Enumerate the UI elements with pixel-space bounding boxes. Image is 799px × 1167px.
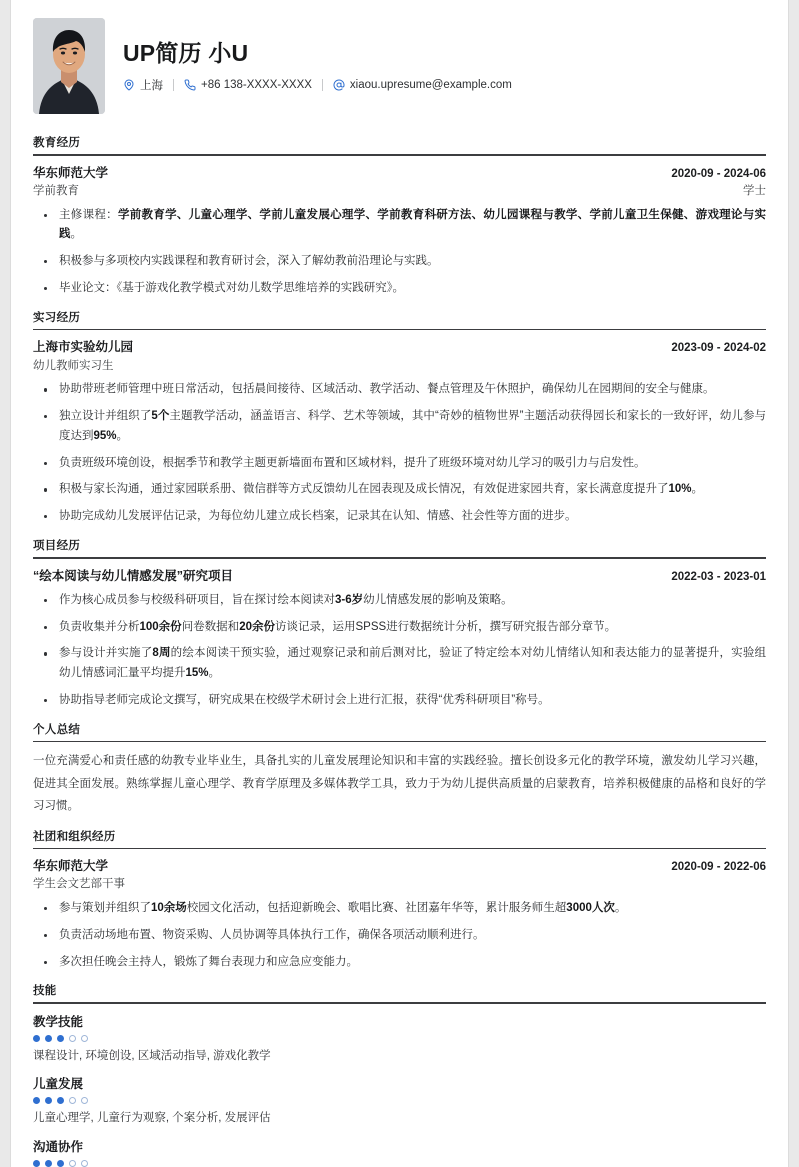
rating-dot-empty [81,1035,88,1042]
entry-bullets [33,591,766,711]
rating-dot-filled [33,1097,40,1104]
bullet-item: 协助指导老师完成论文撰写，研究成果在校级学术研讨会上进行汇报，获得“优秀科研项目”称号。 [33,691,766,711]
section-projects [33,537,766,711]
bullet-item: 作为核心成员参与校级科研项目，旨在探讨绘本阅读对3-6岁幼儿情感发展的影响及策略。 [33,591,766,611]
section-divider [33,329,766,331]
section-summary [33,721,766,818]
rating-dot-filled [45,1160,52,1167]
entry [33,164,766,299]
resume-page [10,0,789,1167]
contact-location-value: 上海 [140,79,163,92]
entry-date: 2020-09 - 2024-06 [671,167,766,180]
resume-header [33,14,766,124]
summary-text: 一位充满爱心和责任感的幼教专业毕业生，具备扎实的儿童发展理论知识和丰富的实践经验。擅长创设多元化的教学环境，激发幼儿学习兴趣，促进其全面发展。熟练掌握儿童心理学、教育学原理及多媒体教学工具，致力于为幼儿提供高质量的启蒙教育，培养积极健康的品格和良好的学习习惯。 [33,755,766,813]
section-education [33,134,766,299]
bullet-item: 独立设计并组织了5个主题教学活动，涵盖语言、科学、艺术等领域，其中“奇妙的植物世界”主题活动获得园长和家长的一致好评，幼儿参与度达到95%。 [33,407,766,447]
entry-organization: 华东师范大学 [33,859,109,874]
rating-dot-empty [69,1160,76,1167]
entry-organization: 华东师范大学 [33,165,109,180]
contact-location [123,77,163,93]
rating-dot-filled [57,1160,64,1167]
entry-date: 2022-03 - 2023-01 [671,570,766,583]
skill-keywords: 课程设计, 环境创设, 区域活动指导, 游戏化教学 [33,1050,271,1063]
entry-date: 2020-09 - 2022-06 [671,861,766,874]
bullet-item: 协助带班老师管理中班日常活动，包括晨间接待、区域活动、教学活动、餐点管理及午休照护，确保幼儿在园期间的安全与健康。 [33,380,766,400]
skill-rating [33,1097,766,1104]
contact-email-value: xiaou.upresume@example.com [349,78,512,91]
entry [33,338,766,527]
entry-project-name: “绘本阅读与幼儿情感发展”研究项目 [33,568,234,583]
section-title: 项目经历 [33,539,81,552]
skill-rating [33,1035,766,1042]
rating-dot-filled [57,1097,64,1104]
rating-dot-filled [57,1035,64,1042]
skill-block [33,1137,766,1167]
experience-sections [33,134,766,711]
section-title: 教育经历 [33,137,81,149]
section-skills [33,982,766,1166]
entry-degree: 学士 [743,184,766,197]
contact-email [333,79,512,91]
bullet-item: 积极参与多项校内实践课程和教育研讨会，深入了解幼教前沿理论与实践。 [33,252,766,272]
location-pin-icon [123,79,135,91]
bullet-item: 参与设计并实施了8周的绘本阅读干预实验，通过观察记录和前后测对比，验证了特定绘本对幼儿情绪认知和表达能力的显著提升，实验组幼儿情感词汇量平均提升15%。 [33,644,766,684]
bullet-item: 多次担任晚会主持人，锻炼了舞台表现力和应急应变能力。 [33,953,766,973]
entry [33,857,766,972]
section-internship [33,309,766,527]
section-divider [33,848,766,850]
entry-role: 学生会文艺部干事 [33,878,125,891]
entry-organization: 上海市实验幼儿园 [33,340,134,355]
section-title: 个人总结 [33,723,81,736]
skill-block [33,1012,766,1065]
section-divider [33,741,766,743]
contact-phone [184,79,312,91]
bullet-item: 协助完成幼儿发展评估记录，为每位幼儿建立成长档案，记录其在认知、情感、社会性等方面的进步。 [33,507,766,527]
skills-list [33,1012,766,1167]
contact-divider [173,79,174,91]
section-title: 社团和组织经历 [33,830,116,843]
rating-dot-filled [33,1160,40,1167]
avatar [33,18,105,114]
entry-bullets [33,899,766,972]
contact-divider [322,79,323,91]
entry-role: 幼儿教师实习生 [33,359,114,372]
person-name: UP简历 小U [123,40,249,66]
identity-block [123,18,766,93]
section-divider [33,154,766,156]
skill-keywords: 儿童心理学, 儿童行为观察, 个案分析, 发展评估 [33,1112,271,1125]
contact-list [123,77,766,93]
phone-icon [184,79,196,91]
bullet-item: 负责班级环境创设，根据季节和教学主题更新墙面布置和区域材料，提升了班级环境对幼儿学习的吸引力与启发性。 [33,454,766,474]
bullet-item: 积极与家长沟通，通过家园联系册、微信群等方式反馈幼儿在园表现及成长情况，有效促进家园共育，家长满意度提升了10%。 [33,480,766,500]
skill-name: 沟通协作 [33,1139,84,1154]
bullet-item: 负责收集并分析100余份问卷数据和20余份访谈记录，运用SPSS进行数据统计分析，撰写研究报告部分章节。 [33,618,766,638]
entry-date: 2023-09 - 2024-02 [671,342,766,355]
rating-dot-filled [45,1097,52,1104]
bullet-item: 毕业论文：《基于游戏化教学模式对幼儿数学思维培养的实践研究》。 [33,279,766,299]
rating-dot-empty [69,1097,76,1104]
entry-bullets [33,380,766,527]
section-clubs [33,828,766,973]
rating-dot-filled [33,1035,40,1042]
section-title: 技能 [33,985,57,998]
skill-name: 教学技能 [33,1015,84,1030]
entry [33,567,766,711]
rating-dot-empty [81,1160,88,1167]
bullet-item: 主修课程：学前教育学、儿童心理学、学前儿童发展心理学、学前教育科研方法、幼儿园课程与教学、学前儿童卫生保健、游戏理论与实践。 [33,206,766,246]
skill-rating [33,1160,766,1167]
contact-phone-value: +86 138-XXXX-XXXX [201,78,312,91]
skill-block [33,1074,766,1127]
at-email-icon [333,79,345,91]
entry-role: 学前教育 [33,184,79,197]
rating-dot-empty [69,1035,76,1042]
rating-dot-filled [45,1035,52,1042]
entry-bullets [33,206,766,299]
section-title: 实习经历 [33,311,81,324]
section-divider [33,557,766,559]
bullet-item: 参与策划并组织了10余场校园文化活动，包括迎新晚会、歌唱比赛、社团嘉年华等，累计服务师生超3000人次。 [33,899,766,919]
section-divider [33,1002,766,1004]
rating-dot-empty [81,1097,88,1104]
bullet-item: 负责活动场地布置、物资采购、人员协调等具体执行工作，确保各项活动顺利进行。 [33,926,766,946]
skill-name: 儿童发展 [33,1077,84,1092]
